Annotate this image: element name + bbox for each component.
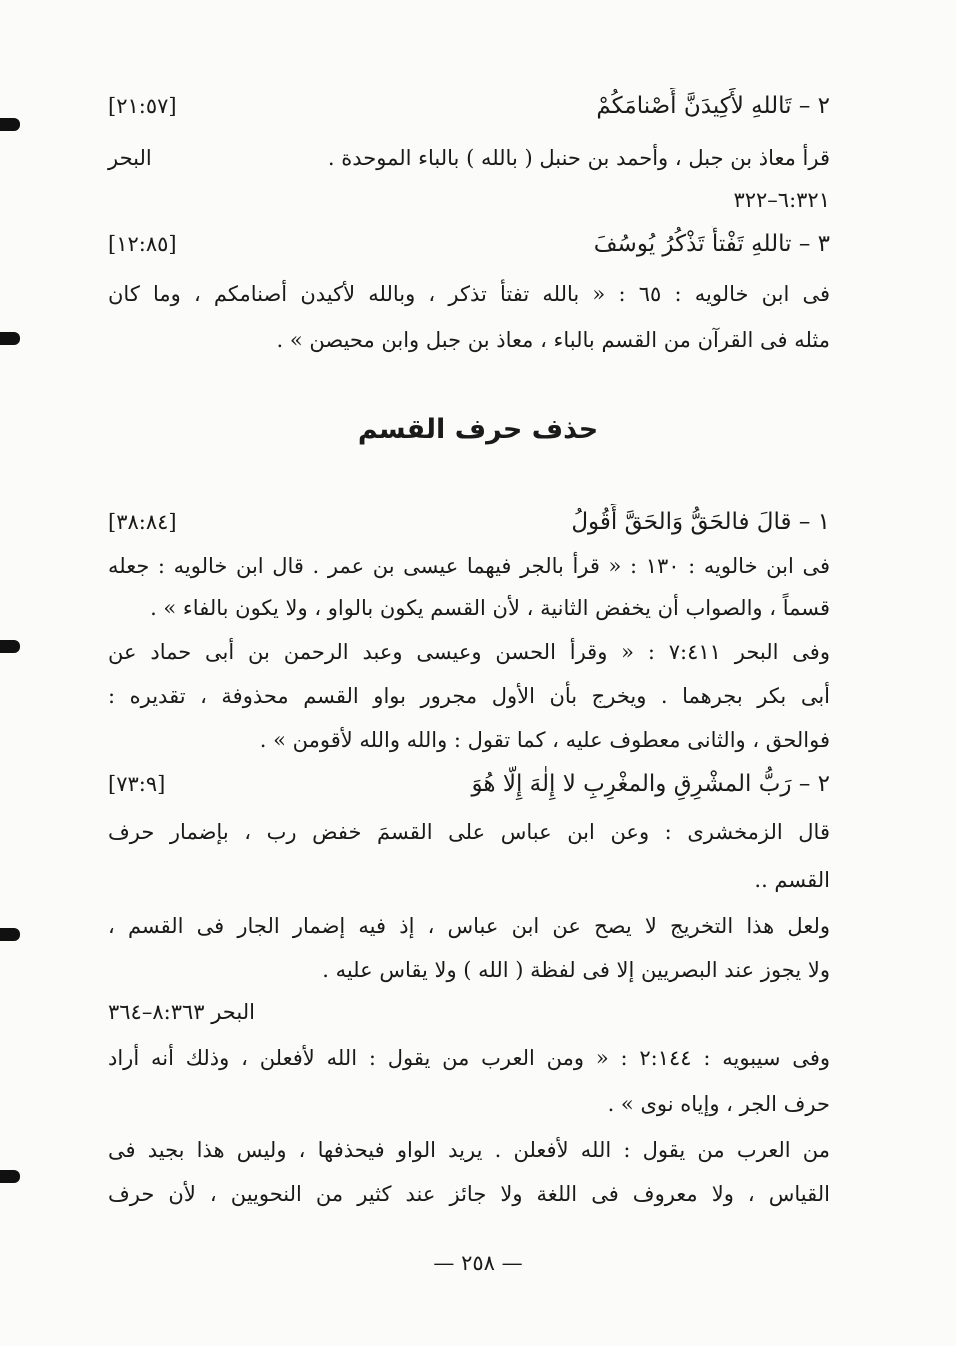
comment-line: ولعل هذا التخريج لا يصح عن ابن عباس ، إذ فيه إضمار الجار فى القسم ، bbox=[108, 914, 830, 938]
sibawayh-line: حرف الجر ، وإياه نوى » . bbox=[607, 1092, 830, 1116]
final-paragraph-line: من العرب من يقول : الله لأفعلن . يريد الواو فيحذفها ، وليس هذا بجيد فى bbox=[108, 1138, 830, 1162]
section-heading: حذف حرف القسم bbox=[357, 414, 599, 445]
section-verse-1-note-line: أبى بكر بجرهما . ويخرج بأن الأول مجرور بواو القسم محذوفة ، تقديره : bbox=[108, 684, 830, 708]
sibawayh-line: وفى سيبويه : ٢:١٤٤ : « ومن العرب من يقول : الله لأفعلن ، وذلك أنه أراد bbox=[108, 1046, 830, 1070]
section-verse-2-reference: [٧٣:٩] bbox=[108, 772, 166, 796]
section-verse-2-note-line: القسم .. bbox=[754, 868, 830, 892]
section-verse-2-note-line: قال الزمخشرى : وعن ابن عباس على القسمَ خفض رب ، بإضمار حرف bbox=[108, 820, 830, 844]
binding-mark bbox=[0, 118, 20, 131]
section-verse-2-text: ٢ – رَبُّ المشْرِقِ والمغْرِبِ لا إِلٰهَ إِلَّا هُوَ bbox=[471, 771, 830, 797]
section-verse-1-note-line: فى ابن خالويه : ١٣٠ : « قرأ بالجر فيهما عيسى بن عمر . قال ابن خالويه : جعله bbox=[108, 554, 830, 578]
bahr-reference: البحر ٨:٣٦٣–٣٦٤ bbox=[108, 1000, 255, 1024]
section-verse-1-note-line: قسماً ، والصواب أن يخفض الثانية ، لأن القسم يكون بالواو ، ولا يكون بالفاء » . bbox=[150, 596, 830, 620]
binding-mark bbox=[0, 928, 20, 941]
section-verse-1-text: ١ – قالَ فالحَقُّ وَالحَقَّ أَقُولُ bbox=[571, 509, 830, 535]
section-verse-1-note-line: فوالحق ، والثانى معطوف عليه ، كما تقول : والله والله لأقومن » . bbox=[259, 728, 830, 752]
verse-3-note-line: مثله فى القرآن من القسم بالباء ، معاذ بن جبل وابن محيصن » . bbox=[276, 328, 830, 352]
verse-2-note-cont: ٦:٣٢١–٣٢٢ bbox=[733, 188, 830, 212]
verse-2-note-source: البحر bbox=[108, 146, 152, 170]
comment-line: ولا يجوز عند البصريين إلا فى لفظة ( الله ) ولا يقاس عليه . bbox=[322, 958, 830, 982]
verse-3-reference: [١٢:٨٥] bbox=[108, 232, 177, 256]
verse-2-text: ٢ – تَاللهِ لأَكِيدَنَّ أَصْنامَكُمْ bbox=[596, 93, 830, 119]
final-paragraph-line: القياس ، ولا معروف فى اللغة ولا جائز عند كثير من النحويين ، لأن حرف bbox=[108, 1182, 830, 1206]
page-number: — ٢٥٨ — bbox=[433, 1251, 523, 1275]
verse-2-reference: [٢١:٥٧] bbox=[108, 94, 177, 118]
binding-mark bbox=[0, 1170, 20, 1183]
verse-3-note-line: فى ابن خالويه : ٦٥ : « بالله تفتأ تذكر ، وبالله لأكيدن أصنامكم ، وما كان bbox=[108, 282, 830, 306]
binding-mark bbox=[0, 332, 20, 345]
verse-3-text: ٣ – تاللهِ تَفْتأُ تَذْكُرُ يُوسُفَ bbox=[593, 231, 830, 257]
binding-mark bbox=[0, 640, 20, 653]
verse-2-note: قرأ معاذ بن جبل ، وأحمد بن حنبل ( بالله ) بالباء الموحدة . bbox=[327, 146, 830, 170]
section-verse-1-reference: [٣٨:٨٤] bbox=[108, 510, 177, 534]
section-verse-1-note-line: وفى البحر ٧:٤١١ : « وقرأ الحسن وعيسى وعبد الرحمن بن أبى حماد عن bbox=[108, 640, 830, 664]
